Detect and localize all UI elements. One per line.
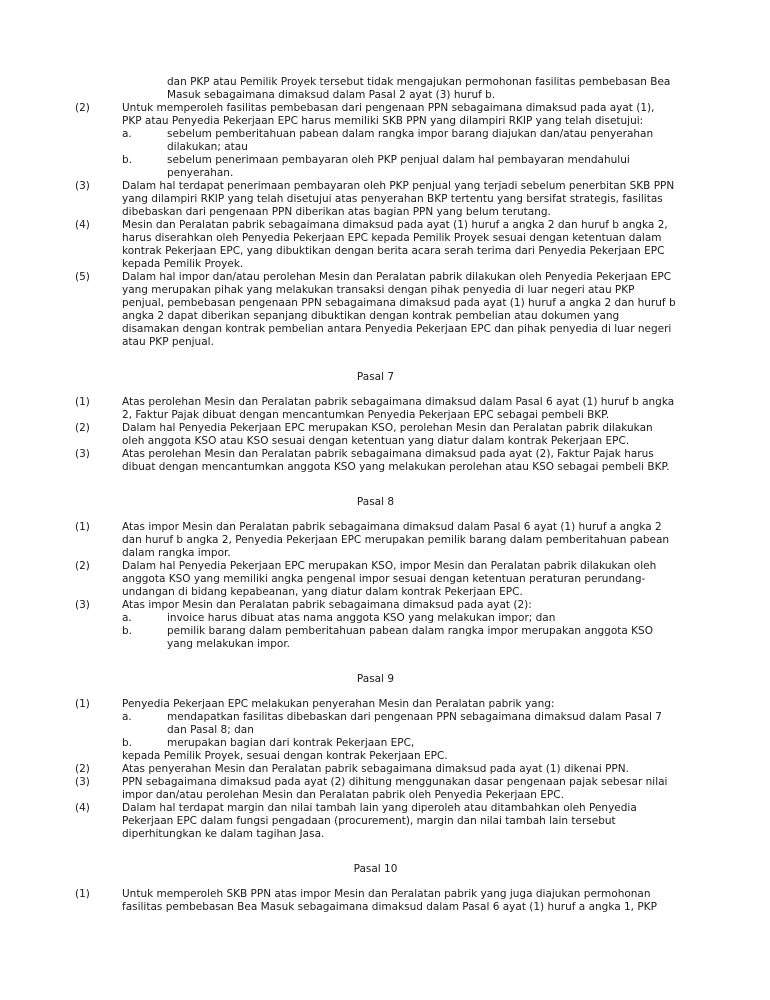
subclause-item <box>122 625 676 651</box>
clause-item <box>75 763 676 776</box>
clause-number: (2) <box>75 560 90 572</box>
subclause-text: pemilik barang dalam pemberitahuan pabean dalam rangka impor merupakan anggota KSO yang melakukan impor. <box>167 625 653 650</box>
clause-text: Dalam hal Penyedia Pekerjaan EPC merupakan KSO, impor Mesin dan Peralatan pabrik dilakukan oleh anggota KSO yang memiliki angka pengenal impor sesuai dengan ketentuan peraturan perundang-undangan di bidang kepabeanan, yang diatur dalam kontrak Pekerjaan EPC. <box>122 560 657 598</box>
clause-text: Atas perolehan Mesin dan Peralatan pabrik sebagaimana dimaksud pada ayat (2), Faktur Pajak harus dibuat dengan mencantumkan anggota KSO yang melakukan perolehan atau KSO sebagai pembeli BKP. <box>122 448 670 473</box>
subclause-text: sebelum pemberitahuan pabean dalam rangka impor barang diajukan dan/atau penyerahan dilakukan; atau <box>167 128 654 153</box>
clause-body <box>122 396 676 422</box>
subclause-item <box>122 154 676 180</box>
subclause-item <box>122 737 676 750</box>
clause-number: (2) <box>75 422 90 434</box>
clause-text: Atas perolehan Mesin dan Peralatan pabrik sebagaimana dimaksud dalam Pasal 6 ayat (1) huruf b angka 2, Faktur Pajak dibuat dengan mencantumkan Penyedia Pekerjaan EPC sebagai pembeli BKP. <box>122 396 675 421</box>
clause-item <box>75 776 676 802</box>
subclause-letter: b. <box>122 737 133 749</box>
clause-item <box>75 180 676 219</box>
section-heading: Pasal 8 <box>356 496 395 508</box>
clause-item <box>75 698 676 763</box>
section-heading: Pasal 7 <box>356 371 395 383</box>
clause-number: (2) <box>75 102 90 114</box>
clause-body <box>122 422 676 448</box>
clause-number: (3) <box>75 776 90 788</box>
clause-body <box>122 271 676 349</box>
subclause-letter: b. <box>122 154 133 166</box>
clause-text: Atas impor Mesin dan Peralatan pabrik sebagaimana dimaksud pada ayat (2): <box>122 599 532 611</box>
clause-item <box>75 802 676 841</box>
clause-text: Dalam hal terdapat margin dan nilai tambah lain yang diperoleh atau ditambahkan oleh Penyedia Pekerjaan EPC dalam fungsi pengadaan (procurement), margin dan nilai tambah lain tersebut diperhitungkan ke dalam tagihan Jasa. <box>122 802 637 840</box>
clause-text: Atas penyerahan Mesin dan Peralatan pabrik sebagaimana dimaksud pada ayat (1) dikenai PPN. <box>122 763 629 775</box>
clause-body <box>122 763 676 776</box>
clause-body <box>122 698 676 763</box>
subclause-text: sebelum penerimaan pembayaran oleh PKP penjual dalam hal pembayaran mendahului penyerahan. <box>167 154 630 179</box>
clause-item <box>75 396 676 422</box>
subclause-text: invoice harus dibuat atas nama anggota KSO yang melakukan impor; dan <box>167 612 556 624</box>
clause-text: Mesin dan Peralatan pabrik sebagaimana dimaksud pada ayat (1) huruf a angka 2 dan huruf b angka 2, harus diserahkan oleh Penyedia Pekerjaan EPC kepada Pemilik Proyek sesuai dengan ketentuan dalam kontrak Pekerjaan EPC, yang dibuktikan dengan berita acara serah terima dari Penyedia Pekerjaan EPC kepada Pemilik Proyek. <box>122 219 668 270</box>
subclause-item <box>122 711 676 737</box>
clause-body <box>122 219 676 271</box>
clause-body <box>122 448 676 474</box>
clause-body <box>122 180 676 219</box>
clause-number: (3) <box>75 180 90 192</box>
clause-text: Untuk memperoleh SKB PPN atas impor Mesin dan Peralatan pabrik yang juga diajukan permohonan fasilitas pembebasan Bea Masuk sebagaimana dimaksud dalam Pasal 6 ayat (1) huruf a angka 1, PKP <box>122 888 657 913</box>
clause-item <box>75 888 676 914</box>
document-section <box>75 371 676 474</box>
document-section <box>75 76 676 349</box>
clause-number: (1) <box>75 888 90 900</box>
clause-number: (1) <box>75 521 90 533</box>
clause-number: (5) <box>75 271 90 283</box>
clause-number: (2) <box>75 763 90 775</box>
clause-item <box>75 560 676 599</box>
subclause-letter: a. <box>122 711 132 723</box>
clause-continuation-row <box>75 76 676 102</box>
clause-body <box>122 776 676 802</box>
clause-closing-text: kepada Pemilik Proyek, sesuai dengan kontrak Pekerjaan EPC. <box>122 750 448 762</box>
subclause-text: merupakan bagian dari kontrak Pekerjaan EPC, <box>167 737 415 749</box>
clause-item <box>75 219 676 271</box>
clause-text: Dalam hal impor dan/atau perolehan Mesin dan Peralatan pabrik dilakukan oleh Penyedia Pekerjaan EPC yang merupakan pihak yang melakukan transaksi dengan pihak penyedia di luar negeri atau PKP penjual, pembebasan pengenaan PPN sebagaimana dimaksud pada ayat (1) huruf a angka 2 dan huruf b angka 2 dapat diberikan sepanjang dibuktikan dengan kontrak pembelian atau dokumen yang disamakan dengan kontrak pembelian antara Penyedia Pekerjaan EPC dan pihak penyedia di luar negeri atau PKP penjual. <box>122 271 676 348</box>
clause-number: (1) <box>75 698 90 710</box>
clause-continuation-text: dan PKP atau Pemilik Proyek tersebut tidak mengajukan permohonan fasilitas pembebasan Bea Masuk sebagaimana dimaksud dalam Pasal 2 ayat (3) huruf b. <box>167 76 671 101</box>
subclause-item <box>122 612 676 625</box>
clause-body <box>122 102 676 180</box>
clause-item <box>75 599 676 651</box>
clause-body <box>122 560 676 599</box>
clause-body <box>122 599 676 651</box>
clause-text: Dalam hal terdapat penerimaan pembayaran oleh PKP penjual yang terjadi sebelum penerbitan SKB PPN yang dilampiri RKIP yang telah disetujui atas penyerahan BKP tertentu yang bersifat strategis, fasilitas dibebaskan dari pengenaan PPN diberikan atas bagian PPN yang belum terutang. <box>122 180 675 218</box>
clause-item <box>75 448 676 474</box>
clause-body <box>122 802 676 841</box>
clause-number: (4) <box>75 219 90 231</box>
clause-body <box>122 521 676 560</box>
clause-item <box>75 422 676 448</box>
subclause-letter: a. <box>122 612 132 624</box>
clause-body <box>122 888 676 914</box>
document-section <box>75 863 676 914</box>
subclause-text: mendapatkan fasilitas dibebaskan dari pengenaan PPN sebagaimana dimaksud dalam Pasal 7 dan Pasal 8; dan <box>167 711 662 736</box>
clause-item <box>75 271 676 349</box>
clause-number: (4) <box>75 802 90 814</box>
section-heading: Pasal 10 <box>353 863 398 875</box>
section-heading: Pasal 9 <box>356 673 395 685</box>
clause-number: (3) <box>75 599 90 611</box>
clause-text: Atas impor Mesin dan Peralatan pabrik sebagaimana dimaksud dalam Pasal 6 ayat (1) huruf a angka 2 dan huruf b angka 2, Penyedia Pekerjaan EPC merupakan pemilik barang dalam pemberitahuan pabean dalam rangka impor. <box>122 521 670 559</box>
document-section <box>75 496 676 651</box>
clause-item <box>75 521 676 560</box>
subclause-letter: b. <box>122 625 133 637</box>
clause-text: Untuk memperoleh fasilitas pembebasan dari pengenaan PPN sebagaimana dimaksud pada ayat (1), PKP atau Penyedia Pekerjaan EPC harus memiliki SKB PPN yang dilampiri RKIP yang telah disetujui: <box>122 102 655 127</box>
clause-item <box>75 102 676 180</box>
clause-text: PPN sebagaimana dimaksud pada ayat (2) dihitung menggunakan dasar pengenaan pajak sebesar nilai impor dan/atau perolehan Mesin dan Peralatan pabrik oleh Penyedia Pekerjaan EPC. <box>122 776 668 801</box>
subclause-item <box>122 128 676 154</box>
clause-text: Penyedia Pekerjaan EPC melakukan penyerahan Mesin dan Peralatan pabrik yang: <box>122 698 555 710</box>
document-section <box>75 673 676 841</box>
clause-number: (1) <box>75 396 90 408</box>
clause-number: (3) <box>75 448 90 460</box>
subclause-letter: a. <box>122 128 132 140</box>
clause-text: Dalam hal Penyedia Pekerjaan EPC merupakan KSO, perolehan Mesin dan Peralatan pabrik dilakukan oleh anggota KSO atau KSO sesuai dengan ketentuan yang diatur dalam kontrak Pekerjaan EPC. <box>122 422 653 447</box>
